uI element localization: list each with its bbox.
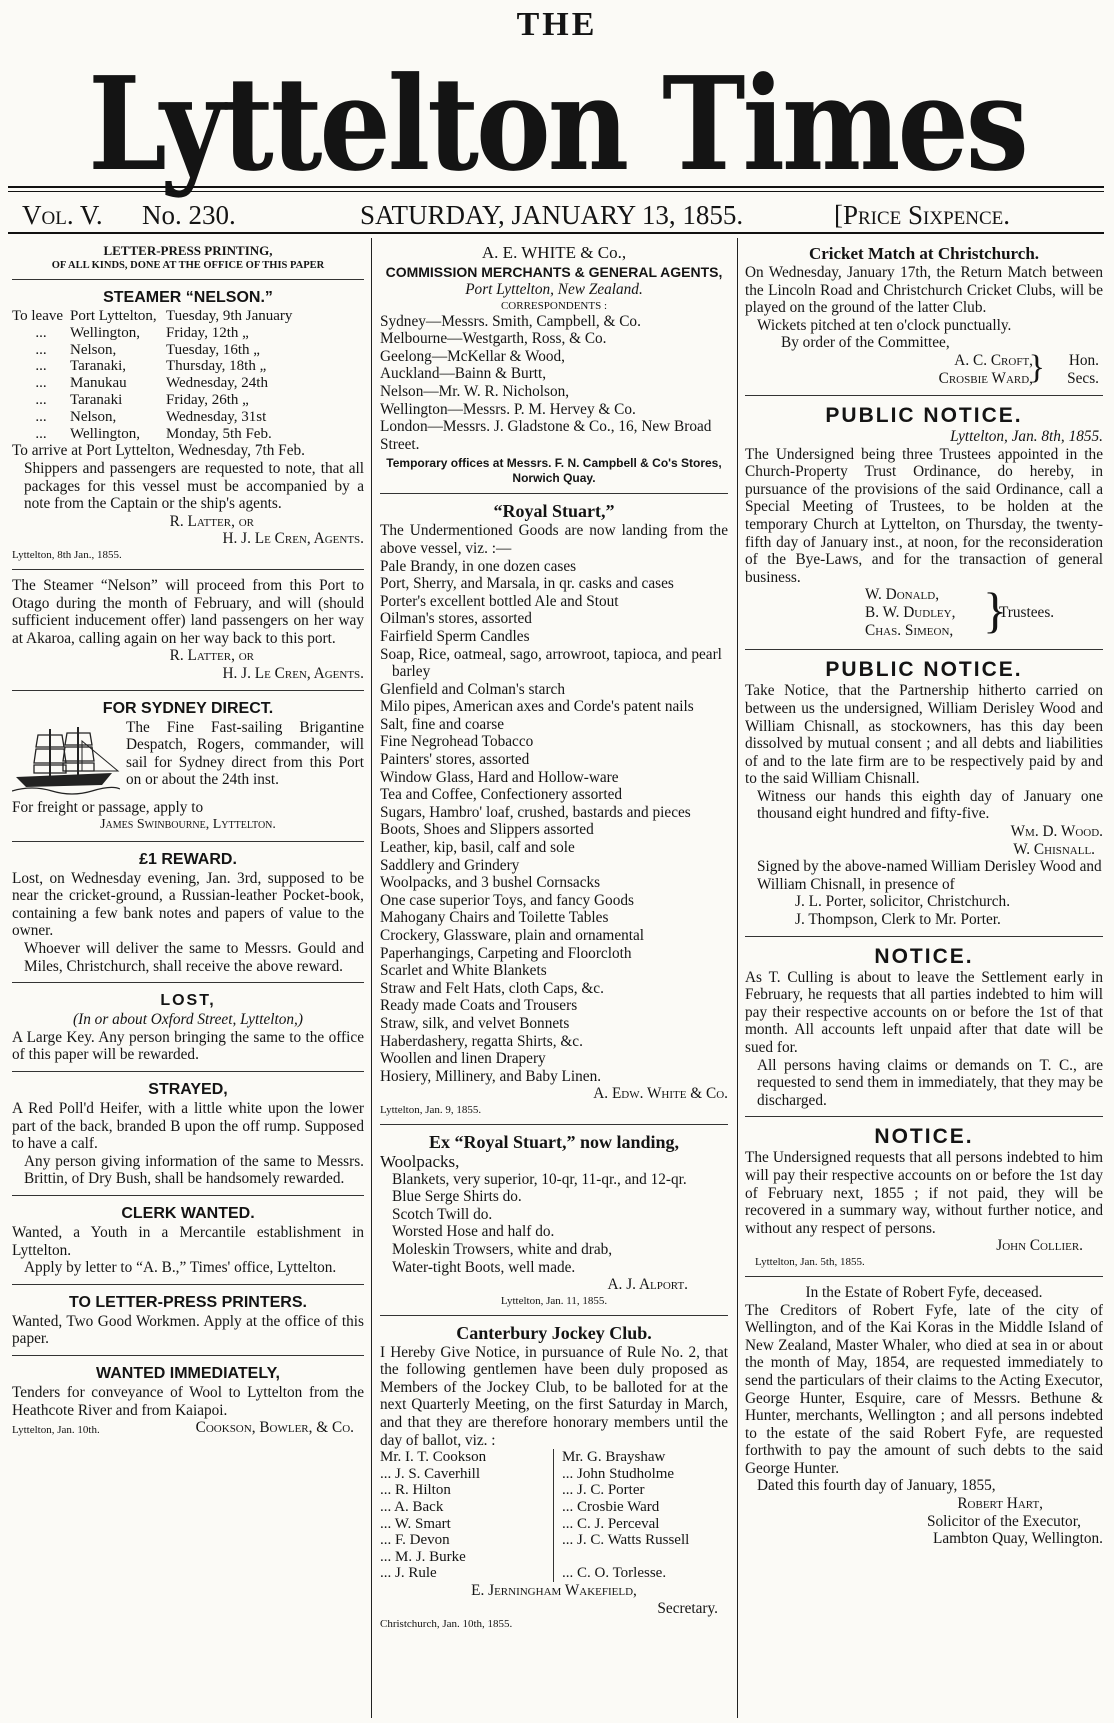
- fyfe-sign-2: Solicitor of the Executor,: [926, 1512, 1081, 1530]
- separator: [12, 1284, 364, 1285]
- cricket-text-3: By order of the Committee,: [781, 334, 950, 352]
- n2-text: The Undersigned requests that all persons indebted to him will pay their respective accounts on or before the 1st day of February next, 1855 ; if not paid, they will be recovered in a summary way, without further notice, and without any respect of persons.: [745, 1149, 1103, 1237]
- member: ... M. J. Burke: [380, 1549, 554, 1566]
- pn2-witness-2: J. Thompson, Clerk to Mr. Porter.: [795, 911, 1001, 929]
- correspondent: Sydney—Messrs. Smith, Campbell, & Co.: [380, 312, 641, 330]
- pn2-sign-1: Wm. D. Wood.: [1010, 823, 1103, 841]
- goods-item: Salt, fine and coarse: [380, 715, 505, 733]
- trustee: W. Donald,: [865, 586, 940, 604]
- goods-item: Woolpacks, and 3 bushel Cornsacks: [380, 874, 601, 892]
- ad-white-co: [380, 243, 728, 486]
- schedule-cell: Tuesday, 16th „: [166, 341, 260, 358]
- printing-subtitle: OF ALL KINDS, DONE AT THE OFFICE OF THIS PAPER: [51, 260, 325, 271]
- member: ... A. Back: [380, 1499, 554, 1516]
- schedule-cell: Wednesday, 24th: [166, 375, 268, 392]
- separator: [12, 1195, 364, 1196]
- separator: [380, 1315, 728, 1316]
- jockey-sign: E. Jerningham Wakefield,: [471, 1582, 637, 1599]
- ex-line: Worsted Hose and half do.: [392, 1223, 555, 1241]
- schedule-cell: Wellington,: [70, 324, 141, 341]
- separator: [12, 1071, 364, 1072]
- ad-jockey-club: [380, 1323, 728, 1632]
- wanted-text: Tenders for conveyance of Wool to Lyttelton from the Heathcote River and from Kaiapoi.: [12, 1383, 364, 1419]
- correspondent: London—Messrs. J. Gladstone & Co., 16, New Broad Street.: [380, 418, 712, 453]
- separator: [12, 569, 364, 570]
- white-title: COMMISSION MERCHANTS & GENERAL AGENTS,: [385, 264, 723, 280]
- goods-item: Pale Brandy, in one dozen cases: [380, 557, 577, 575]
- schedule-cell: ...: [35, 425, 47, 442]
- goods-item: Soap, Rice, oatmeal, sago, arrowroot, tapioca, and pearl barley: [380, 645, 722, 681]
- ad-sydney-direct: [12, 698, 364, 834]
- goods-item: Fine Negrohead Tobacco: [380, 733, 534, 751]
- fyfe-sign-3: Lambton Quay, Wellington.: [933, 1530, 1103, 1548]
- masthead-rule-bottom: [8, 232, 1104, 234]
- goods-item: Glenfield and Colman's starch: [380, 680, 565, 698]
- goods-item: Saddlery and Grindery: [380, 856, 520, 874]
- nelson-sign-2: H. J. Le Cren, Agents.: [222, 530, 364, 548]
- jockey-dated: Christchurch, Jan. 10th, 1855.: [380, 1618, 513, 1631]
- column-3: [745, 243, 1103, 1548]
- goods-item: Boots, Shoes and Slippers assorted: [380, 821, 594, 839]
- n1-heading: NOTICE.: [874, 944, 974, 968]
- masthead-rule-top2: [8, 191, 1104, 192]
- schedule-cell: Wednesday, 31st: [166, 408, 267, 425]
- pn1-text: The Undersigned being three Trustees appointed in the Church-Property Trust Ordinance, do hereby, in pursuance of the provisions of the said Ordinance, call a Special Meeting of Trustees, to be holden at the temporary Church at Lyttelton, on Thursday, the twenty-fifth day of January inst., at noon, for the reconsideration of the Bye-Laws, and for the transaction of general business.: [745, 445, 1103, 586]
- schedule-cell: ...: [35, 391, 47, 408]
- fyfe-heading: In the Estate of Robert Fyfe, deceased.: [805, 1283, 1043, 1301]
- pn2-text: Take Notice, that the Partnership hitherto carried on between us the undersigned, William Derisley Wood and William Chisnall, as stockowners, has this day been dissolved by mutual consent ; and all debts and liabilities of and to the late firm are to be respectively paid by and to the said William Chisnall.: [745, 682, 1103, 788]
- ex-dated: Lyttelton, Jan. 11, 1855.: [500, 1294, 608, 1307]
- goods-item: Oilman's stores, assorted: [380, 610, 532, 628]
- nelson-schedule: [12, 308, 364, 442]
- ex-line: Water-tight Boots, well made.: [392, 1258, 576, 1276]
- sydney-text: The Fine Fast-sailing Brigantine Despatch, Rogers, commander, will sail for Sydney direct from this Port on or about the 24th inst.: [126, 718, 364, 789]
- goods-list: [380, 558, 728, 1086]
- fyfe-text: The Creditors of Robert Fyfe, late of the city of Wellington, and of the Kai Koras in the Middle Island of New Zealand, Master Whaler, who died at sea in or about the month of May, 1854, are requested immediately to send the particulars of their claims to the Acting Executor, George Hunter, Esquire, care of Messrs. Bethune & Hunter, merchants, Wellington ; and all persons indebted to the estate of the said Robert Fyfe, are requested forthwith to pay the amount of such debts to the said George Hunter.: [745, 1301, 1103, 1477]
- correspondent: Wellington—Messrs. P. M. Hervey & Co.: [380, 400, 636, 418]
- goods-item: Mahogany Chairs and Toilette Tables: [380, 909, 609, 927]
- stuart-intro: The Undermentioned Goods are now landing from the above vessel, viz. :—: [380, 522, 728, 557]
- ex-line: Blankets, very superior, 10-qr, 11-qr., and 12-qr.: [392, 1170, 687, 1188]
- ad-otago: [12, 577, 364, 683]
- clerk-text: Wanted, a Youth in a Mercantile establishment in Lyttelton.: [12, 1224, 364, 1259]
- schedule-cell: Friday, 26th „: [166, 391, 249, 408]
- white-offices: Temporary offices at Messrs. F. N. Campbell & Co's Stores, Norwich Quay.: [386, 456, 722, 486]
- member: ... F. Devon: [380, 1532, 554, 1549]
- separator: [12, 279, 364, 280]
- otago-sign-1: R. Latter, or: [169, 647, 254, 665]
- n2-sign: John Collier.: [996, 1237, 1083, 1255]
- member: Mr. I. T. Cookson: [380, 1449, 554, 1466]
- separator: [12, 841, 364, 842]
- schedule-cell: ...: [35, 358, 47, 375]
- member: ... Crosbie Ward: [562, 1499, 660, 1516]
- fyfe-dated: Dated this fourth day of January, 1855,: [757, 1477, 996, 1495]
- ad-reward: [12, 849, 364, 976]
- schedule-cell: Friday, 12th „: [166, 324, 249, 341]
- newspaper-title: Lyttelton Times: [88, 49, 1026, 201]
- member: ... J. S. Caverhill: [380, 1466, 554, 1483]
- goods-item: Hosiery, Millinery, and Baby Linen.: [380, 1067, 602, 1085]
- fyfe-sign: Robert Hart,: [957, 1495, 1043, 1513]
- jockey-secretary: Secretary.: [657, 1599, 718, 1617]
- wanted-heading: WANTED IMMEDIATELY,: [95, 1364, 280, 1382]
- cricket-sign-croft: A. C. Croft,: [954, 351, 1033, 369]
- n1-text: As T. Culling is about to leave the Settlement early in February, he requests that all parties indebted to him will pay their respective accounts on or before the 1st of that month. All accounts left unpaid after that date will be sued for.: [745, 968, 1103, 1056]
- volume: Vol. V.: [22, 200, 103, 230]
- goods-item: Painters' stores, assorted: [380, 751, 530, 769]
- separator: [380, 493, 728, 494]
- column-divider-1: [371, 238, 372, 1718]
- pn1-dated: Lyttelton, Jan. 8th, 1855.: [950, 427, 1103, 445]
- reward-heading: £1 REWARD.: [139, 850, 237, 868]
- pn2-heading: PUBLIC NOTICE.: [825, 658, 1023, 682]
- schedule-cell: Taranaki,: [70, 358, 127, 375]
- schedule-cell: Taranaki: [70, 391, 123, 408]
- sailing-ship-icon: [12, 721, 120, 797]
- brace: }: [1028, 348, 1045, 386]
- schedule-cell: Tuesday, 9th January: [166, 308, 293, 324]
- clerk-heading: CLERK WANTED.: [121, 1205, 255, 1222]
- schedule-cell: ...: [35, 408, 47, 425]
- wanted-sign: Cookson, Bowler, & Co.: [195, 1419, 354, 1437]
- column-1: [12, 243, 364, 1437]
- nelson-shippers: Shippers and passengers are requested to note, that all packages for this vessel must be accompanied by a note from the Captain or the ship's agents.: [24, 459, 364, 513]
- schedule-cell: To leave: [12, 308, 64, 324]
- correspondent: Geelong—McKellar & Wood,: [380, 347, 565, 365]
- goods-item: Ready made Coats and Trousers: [380, 997, 578, 1015]
- goods-item: Window Glass, Hard and Hollow-ware: [380, 768, 619, 786]
- column-divider-2: [737, 238, 738, 1718]
- ad-clerk-wanted: [12, 1203, 364, 1277]
- ad-estate-fyfe: [745, 1284, 1103, 1548]
- lost-text: A Large Key. Any person bringing the same to the office of this paper will be rewarded.: [12, 1028, 364, 1064]
- schedule-cell: ...: [35, 341, 47, 358]
- otago-sign-2: H. J. Le Cren, Agents.: [222, 664, 364, 682]
- ad-ex-royal-stuart: [380, 1132, 728, 1308]
- white-name: A. E. WHITE & Co.,: [481, 243, 627, 262]
- reward-text-2: Whoever will deliver the same to Messrs. Gould and Miles, Christchurch, shall receive the above reward.: [24, 940, 364, 975]
- goods-item: Porter's excellent bottled Ale and Stout: [380, 592, 619, 610]
- lost-subheading: (In or about Oxford Street, Lyttelton,): [73, 1011, 303, 1029]
- cricket-hon: Hon.: [1068, 351, 1099, 369]
- member: ... J. C. Porter: [562, 1482, 645, 1499]
- n2-dated: Lyttelton, Jan. 5th, 1855.: [755, 1255, 865, 1268]
- member: ... C. O. Torlesse.: [562, 1565, 667, 1582]
- goods-item: Straw, silk, and velvet Bonnets: [380, 1014, 570, 1032]
- ad-public-notice-partnership: [745, 657, 1103, 928]
- brace: }: [983, 582, 1007, 639]
- cricket-signatures: [745, 348, 1103, 388]
- strayed-text-2: Any person giving information of the same to Messrs. Brittin, of Dry Bush, shall be handsomely rewarded.: [24, 1152, 364, 1188]
- wanted-dated: Lyttelton, Jan. 10th.: [12, 1424, 100, 1437]
- cricket-text-2: Wickets pitched at ten o'clock punctually.: [757, 316, 1012, 334]
- printers-text: Wanted, Two Good Workmen. Apply at the office of this paper.: [12, 1312, 364, 1348]
- ad-wanted-immediately: [12, 1363, 364, 1437]
- ad-public-notice-trustees: [745, 403, 1103, 642]
- ad-steamer-nelson: [12, 287, 364, 562]
- goods-item: One case superior Toys, and fancy Goods: [380, 891, 634, 909]
- ad-printers: [12, 1292, 364, 1348]
- pn2-text-3: Signed by the above-named William Derisley Wood and William Chisnall, in presence of: [757, 858, 1102, 893]
- ad-notice-collier: [745, 1124, 1103, 1269]
- separator: [745, 649, 1103, 650]
- schedule-cell: Port Lyttelton,: [70, 308, 157, 324]
- separator: [12, 982, 364, 983]
- stuart-sign: A. Edw. White & Co.: [593, 1085, 728, 1103]
- member: ... J. Rule: [380, 1565, 554, 1582]
- ex-line: Blue Serge Shirts do.: [392, 1188, 522, 1206]
- masthead: [0, 0, 1114, 240]
- ad-cricket-match: [745, 243, 1103, 388]
- otago-text: The Steamer “Nelson” will proceed from this Port to Otago during the month of February, and will (should sufficient inducement offer) land passengers on her way at Akaroa, calling again on her way back to this port.: [12, 576, 364, 647]
- pn1-heading: PUBLIC NOTICE.: [825, 403, 1023, 427]
- cricket-text: On Wednesday, January 17th, the Return Match between the Lincoln Road and Christchurch Cricket Clubs, will be played on the ground of the latter Club.: [745, 264, 1103, 317]
- wanted-footer: [12, 1419, 364, 1437]
- schedule-cell: Thursday, 18th „: [166, 358, 267, 375]
- goods-item: Tea and Coffee, Confectionery assorted: [380, 786, 623, 804]
- printers-heading: TO LETTER-PRESS PRINTERS.: [69, 1293, 307, 1311]
- member: [554, 1549, 728, 1566]
- schedule-cell: ...: [35, 375, 47, 392]
- goods-item: Sugars, Hambro' loaf, crushed, bastards and pieces: [380, 803, 691, 821]
- goods-item: Scarlet and White Blankets: [380, 962, 547, 980]
- cricket-secs: Secs.: [1067, 369, 1099, 387]
- schedule-cell: Manukau: [70, 375, 127, 392]
- separator: [745, 936, 1103, 937]
- ex-line: Moleskin Trowsers, white and drab,: [392, 1240, 613, 1258]
- strayed-heading: STRAYED,: [148, 1081, 228, 1099]
- member: ... J. C. Watts Russell: [562, 1532, 690, 1549]
- strayed-text: A Red Poll'd Heifer, with a little white upon the lower part of the back, branded B upon the off rump. Supposed to have a calf.: [12, 1100, 364, 1153]
- trustees-label: Trustees.: [999, 604, 1055, 622]
- ad-letterpress-printing: [12, 243, 364, 272]
- separator: [745, 395, 1103, 396]
- printing-title: LETTER-PRESS PRINTING,: [103, 243, 273, 258]
- clerk-text-2: Apply by letter to “A. B.,” Times' office, Lyttelton.: [24, 1259, 337, 1277]
- correspondent: Melbourne—Westgarth, Ross, & Co.: [380, 330, 607, 348]
- cricket-sign-ward: Crosbie Ward,: [938, 369, 1033, 387]
- ad-notice-culling: [745, 944, 1103, 1110]
- nelson-arrive: To arrive at Port Lyttelton, Wednesday, 7th Feb.: [12, 442, 305, 460]
- n1-text-2: All persons having claims or demands on T. C., are requested to send them in immediately, that they may be discharged.: [757, 1056, 1103, 1109]
- separator: [745, 1276, 1103, 1277]
- reward-text: Lost, on Wednesday evening, Jan. 3rd, supposed to be near the cricket-ground, a Russian-leather Pocket-book, containing a few bank notes and papers of value to the owner.: [12, 869, 364, 940]
- pn2-witness-1: J. L. Porter, solicitor, Christchurch.: [795, 893, 1011, 911]
- nelson-heading: STEAMER “NELSON.”: [103, 289, 273, 306]
- separator: [745, 1116, 1103, 1117]
- trustee: Chas. Simeon,: [865, 622, 954, 640]
- correspondent: Nelson—Mr. W. R. Nicholson,: [380, 382, 570, 400]
- schedule-cell: Nelson,: [70, 408, 117, 425]
- sydney-freight: For freight or passage, apply to: [12, 798, 204, 816]
- sydney-agent: James Swinbourne, Lyttelton.: [100, 817, 276, 833]
- goods-item: Crockery, Glassware, plain and ornamental: [380, 927, 645, 944]
- masthead-the: THE: [516, 6, 598, 43]
- goods-item: Leather, kip, basil, calf and sole: [380, 839, 575, 857]
- jockey-heading: Canterbury Jockey Club.: [456, 1322, 652, 1343]
- ex-intro: Woolpacks,: [380, 1151, 460, 1171]
- lost-heading: LOST,: [160, 992, 216, 1010]
- schedule-cell: Monday, 5th Feb.: [166, 425, 272, 442]
- schedule-cell: Wellington,: [70, 425, 141, 442]
- pn1-trustees: [745, 582, 1103, 642]
- separator: [12, 690, 364, 691]
- ad-royal-stuart: [380, 501, 728, 1117]
- stuart-dated: Lyttelton, Jan. 9, 1855.: [380, 1103, 482, 1116]
- goods-item: Fairfield Sperm Candles: [380, 627, 530, 645]
- sydney-heading: FOR SYDNEY DIRECT.: [102, 699, 274, 717]
- jockey-members: [380, 1449, 728, 1582]
- ad-lost: [12, 990, 364, 1064]
- member: ... C. J. Perceval: [562, 1515, 660, 1532]
- issue-date: SATURDAY, JANUARY 13, 1855.: [360, 200, 744, 230]
- n2-heading: NOTICE.: [874, 1125, 974, 1149]
- correspondent: Auckland—Bainn & Burtt,: [380, 365, 547, 383]
- member: Mr. G. Brayshaw: [562, 1449, 666, 1466]
- nelson-sign-1: R. Latter, or: [169, 512, 254, 530]
- white-place: Port Lyttelton, New Zealand.: [465, 281, 643, 298]
- issue-number: No. 230.: [142, 200, 236, 230]
- column-2: [380, 243, 728, 1631]
- schedule-cell: Nelson,: [70, 341, 117, 358]
- cricket-heading: Cricket Match at Christchurch.: [808, 244, 1040, 263]
- separator: [12, 1355, 364, 1356]
- dateline: [12, 200, 1102, 230]
- member: ... John Studholme: [562, 1465, 675, 1482]
- masthead-rule-top: [8, 186, 1104, 188]
- goods-item: Straw and Felt Hats, cloth Caps, &c.: [380, 979, 604, 997]
- goods-item: Milo pipes, American axes and Corde's patent nails: [380, 698, 694, 716]
- white-correspondents-label: CORRESPONDENTS :: [500, 299, 608, 312]
- pn2-sign-2: W. Chisnall.: [1013, 840, 1095, 858]
- separator: [380, 1124, 728, 1125]
- pn2-text-2: Witness our hands this eighth day of January one thousand eight hundred and fifty-five.: [757, 787, 1103, 823]
- goods-item: Paperhangings, Carpeting and Floorcloth: [380, 944, 632, 962]
- trustee: B. W. Dudley,: [865, 604, 956, 622]
- price: [Price Sixpence.: [834, 200, 1011, 230]
- goods-item: Port, Sherry, and Marsala, in qr. casks and cases: [380, 575, 674, 593]
- schedule-cell: ...: [35, 324, 47, 341]
- ex-heading: Ex “Royal Stuart,” now landing,: [428, 1131, 680, 1152]
- ex-sign: A. J. Alport.: [607, 1276, 688, 1294]
- goods-item: Woollen and linen Drapery: [380, 1050, 546, 1068]
- member: ... W. Smart: [380, 1516, 554, 1533]
- stuart-heading: “Royal Stuart,”: [493, 501, 615, 522]
- nelson-dated: Lyttelton, 8th Jan., 1855.: [12, 548, 122, 561]
- ad-strayed: [12, 1079, 364, 1188]
- ex-line: Scotch Twill do.: [392, 1205, 493, 1223]
- goods-item: Haberdashery, regatta Shirts, &c.: [380, 1032, 583, 1050]
- jockey-text: I Hereby Give Notice, in pursuance of Rule No. 2, that the following gentlemen have been duly proposed as Members of the Jockey Club, to be balloted for at the next Quarterly Meeting, on the first Saturday in March, and that they are therefore honorary members until the day of ballot, viz. :: [380, 1343, 728, 1449]
- member: ... R. Hilton: [380, 1482, 554, 1499]
